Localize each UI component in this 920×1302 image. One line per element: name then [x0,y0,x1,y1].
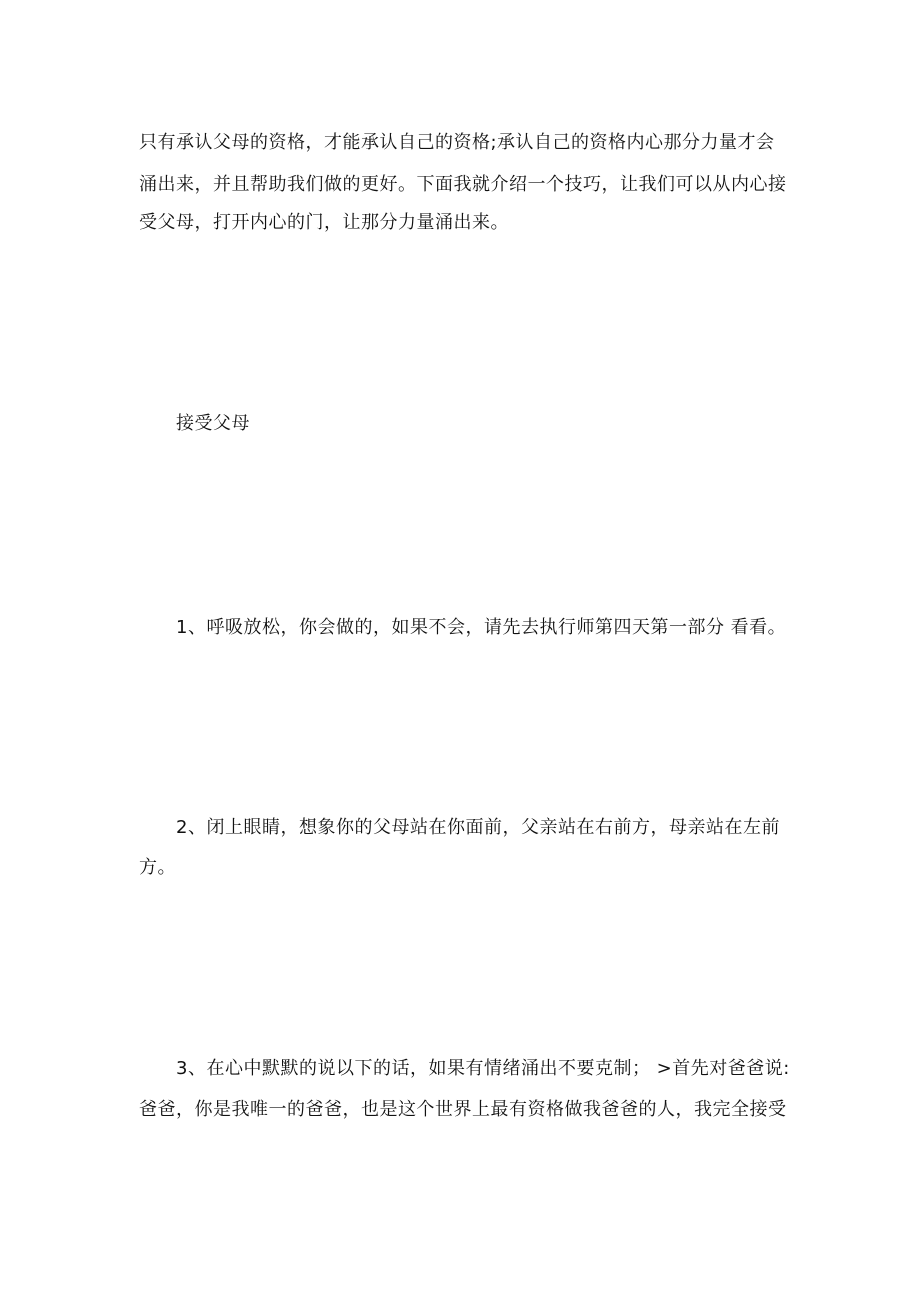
intro-line-1: 只有承认父母的资格，才能承认自己的资格;承认自己的资格内心那分力量才会 [139,132,775,153]
section-heading: 接受父母 [176,413,250,434]
step-2-line-1: 2、闭上眼睛，想象你的父母站在你面前，父亲站在右前方，母亲站在左前 [176,817,780,838]
step-3-line-2: 爸爸，你是我唯一的爸爸，也是这个世界上最有资格做我爸爸的人，我完全接受 [139,1099,787,1120]
intro-line-3: 受父母，打开内心的门，让那分力量涌出来。 [139,212,509,233]
step-3-line-1: 3、在心中默默的说以下的话，如果有情绪涌出不要克制； >首先对爸爸说: [176,1058,790,1079]
step-2-line-2: 方。 [139,857,176,878]
step-1-line-1: 1、呼吸放松，你会做的，如果不会，请先去执行师第四天第一部分 看看。 [176,617,787,638]
intro-line-2: 涌出来，并且帮助我们做的更好。下面我就介绍一个技巧，让我们可以从内心接 [139,174,787,195]
